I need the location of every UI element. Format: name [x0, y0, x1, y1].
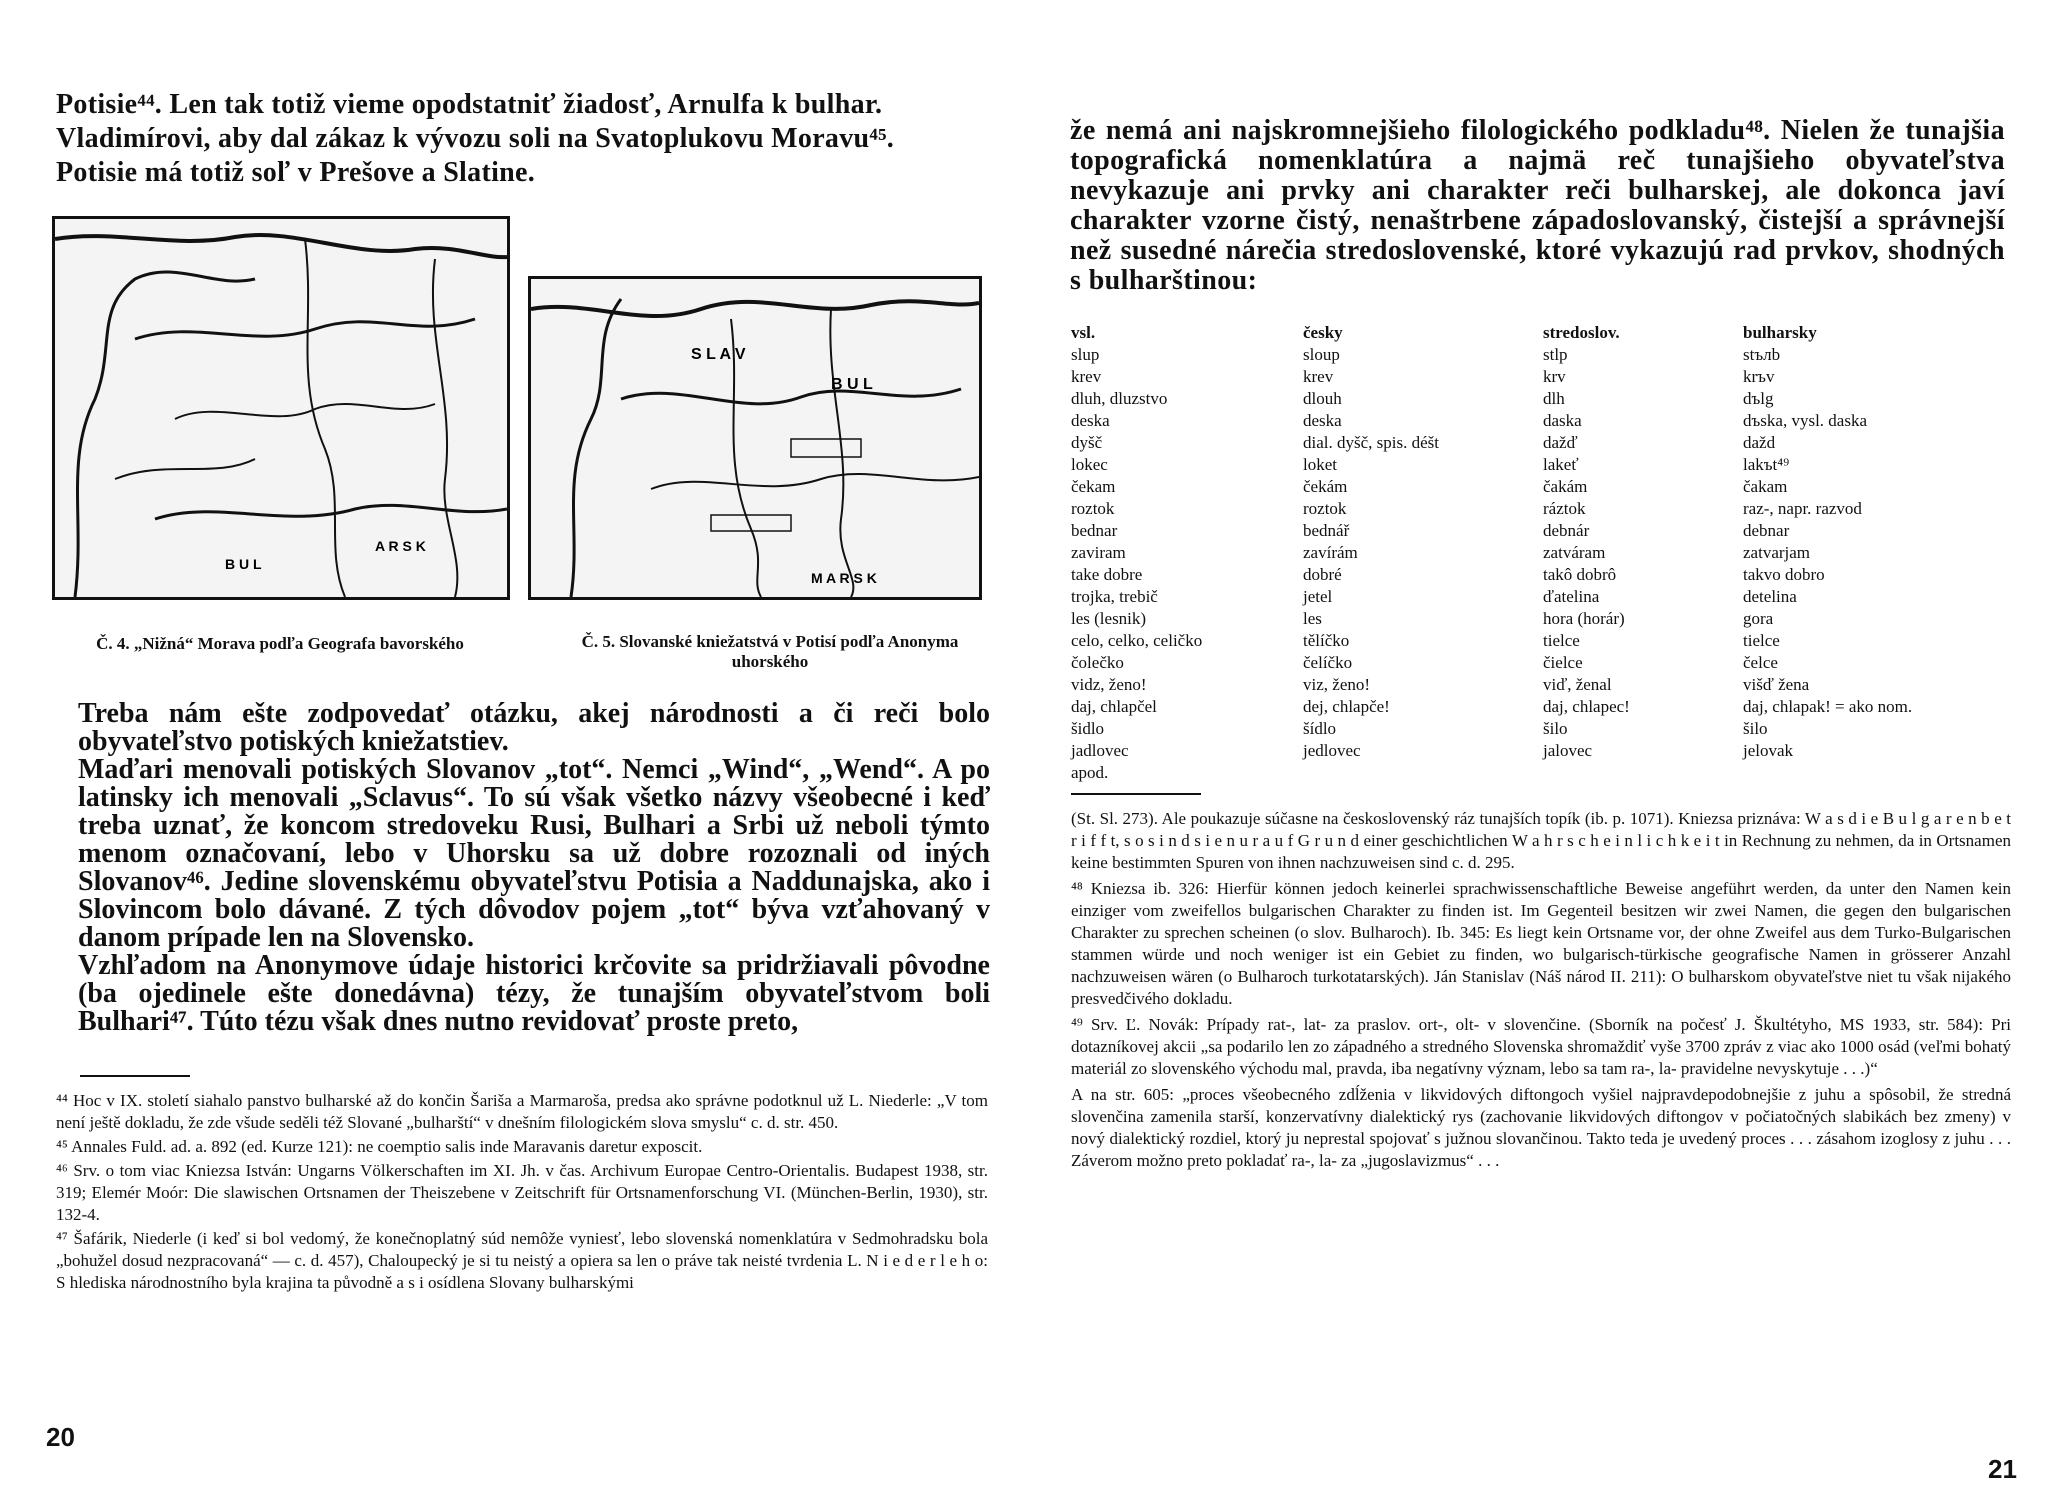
- table-cell: [1303, 762, 1543, 784]
- table-row: [1071, 586, 2011, 608]
- footnote-48: ⁴⁸ Kniezsa ib. 326: Hierfür können jedoch keinerlei sprachwissenschaftliche Beweise angeführt werden, da unter den Namen kein einziger vom zweifellos bulgarischen Charakter zu finden ist. Im Gegenteil besitzen wir zwei Namen, die gegen den bulgarischen Charakter zu sprechen scheinen (o slov. Bulharoch). Ib. 345: Es liegt kein Ortsname vor, der ohne Zweifel aus dem Turko-Bulgarischen stammen würde und noch weniger ist ein Gebiet zu finden, wo bulgarisch-türkische geografische Namen in grösserer Anzahl nachzuweisen wären (o Bulharoch turkotatarských). Ján Stanislav (Náš národ II. 211): O bulharskom obyvateľstve niet tu však nijakého presvedčivého dokladu.: [1071, 879, 2011, 1008]
- dialect-comparison-table: [1071, 322, 2011, 784]
- table-cell: čakám: [1543, 477, 1588, 496]
- table-cell: čakam: [1743, 477, 1788, 496]
- table-cell: viz, ženo!: [1303, 675, 1371, 694]
- table-cell: slup: [1071, 345, 1100, 364]
- table-cell: krev: [1071, 367, 1102, 386]
- table-cell: dažď: [1543, 433, 1578, 452]
- table-cell: zavírám: [1303, 543, 1358, 562]
- page-number-left: 20: [46, 1422, 75, 1452]
- table-cell: dobré: [1303, 565, 1342, 584]
- paragraph: Maďari menovali potiských Slovanov „tot“. Nemci „Wind“, „Wend“. A po latinsky ich menovali „Sclavus“. To sú však všetko názvy všeobecné i keď treba uznať, že koncom stredoveku Rusi, Bulhari a Srbi už neboli týmto menom označovaní, lebo v Uhorsku sa už dobre rozoznali od iných Slovanov⁴⁶. Jedine slovenskému obyvateľstvu Potisia a Naddunajska, ako i Slovincom bolo dávané. Z tých dôvodov pojem „tot“ býva vzťahovaný v danom prípade len na Slovensko.: [78, 754, 990, 953]
- footnote-47: ⁴⁷ Šafárik, Niederle (i keď si bol vedomý, že konečnoplatný súd nemôže vyniesť, lebo slovenská nomenklatúra v Sedmohradsku bola „bohužel dosud nezpracovaná“ — c. d. 457), Chaloupecký je si tu neistý a opiera sa len o práve tak neisté tvrdenia L. N i e d e r l e h o: S hlediska národnostního byla krajina ta původně a s i osídlena Slovany bulharskými: [56, 1229, 988, 1292]
- table-cell: roztok: [1071, 499, 1115, 518]
- footnote-49-continued: A na str. 605: „proces všeobecného zdĺženia v likvidových diftongoch vyšiel najpravdepodobnejšie z juhu a spôsobil, že stredná slovenčina zamenila starší, konzervatívny dialektický rys (zachovanie likvidových diftongov v počiatočných slabikách bez zmeny) v nový dialektický rozdiel, ktorý ju neprestal spojovať s južnou slovančinou. Takto teda je uvedený proces . . . zásahom izoglosy z juhu . . . Záverom možno preto pokladať ra-, la- za „jugoslavizmus“ . . .: [1071, 1085, 2011, 1170]
- table-row: [1071, 366, 2011, 388]
- footnote-46: ⁴⁶ Srv. o tom viac Kniezsa István: Ungarns Völkerschaften im XI. Jh. v čas. Archivum Europae Centro-Orientalis. Budapest 1938, str. 319; Elemér Moór: Die slawischen Ortsnamen der Theiszebene v Zeitschrift für Ortsnamenforschung VI. (München-Berlin, 1930), str. 132-4.: [56, 1161, 988, 1224]
- table-cell: debnar: [1743, 521, 1790, 540]
- table-cell: detelina: [1743, 587, 1797, 606]
- page-number-right: 21: [1988, 1454, 2017, 1484]
- paragraph: Treba nám ešte zodpovedať otázku, akej národnosti a či reči bolo obyvateľstvo potiských kniežatstiev.: [78, 698, 990, 757]
- table-row: [1071, 410, 2011, 432]
- table-cell: stlp: [1543, 345, 1568, 364]
- right-top-paragraph: [1070, 116, 2005, 296]
- table-row: [1071, 520, 2011, 542]
- table-row: [1071, 674, 2011, 696]
- table-cell: roztok: [1303, 499, 1347, 518]
- table-row: [1071, 630, 2011, 652]
- table-row: [1071, 344, 2011, 366]
- table-cell: celo, celko, celičko: [1071, 631, 1203, 650]
- right-footnotes: [1071, 808, 2011, 1176]
- table-row: [1071, 432, 2011, 454]
- right-page: [1023, 0, 2046, 1500]
- table-cell: šidlo: [1071, 719, 1105, 738]
- map1-label-bul: B U L: [225, 556, 262, 572]
- table-cell: dyšč: [1071, 433, 1103, 452]
- table-body: [1071, 344, 2011, 784]
- table-cell: debnár: [1543, 521, 1590, 540]
- table-cell: deska: [1303, 411, 1342, 430]
- table-row: [1071, 498, 2011, 520]
- table-cell: dluh, dluzstvo: [1071, 389, 1168, 408]
- table-cell: les: [1303, 609, 1322, 628]
- table-row: [1071, 388, 2011, 410]
- table-cell: jetel: [1303, 587, 1333, 606]
- table-cell: zaviram: [1071, 543, 1126, 562]
- table-cell: krev: [1303, 367, 1334, 386]
- table-cell: stълb: [1743, 345, 1781, 364]
- column-header: česky: [1303, 323, 1343, 342]
- table-cell: čekam: [1071, 477, 1116, 496]
- table-cell: tielce: [1743, 631, 1780, 650]
- table-cell: čelíčko: [1303, 653, 1353, 672]
- map2-label-marsk: M A R S K: [811, 570, 877, 586]
- table-cell: šilo: [1543, 719, 1568, 738]
- table-header-row: [1071, 322, 2011, 344]
- map2-label-bul: B U L: [831, 376, 873, 393]
- table-cell: viď, ženal: [1543, 675, 1612, 694]
- table-cell: zatváram: [1543, 543, 1606, 562]
- table-cell: čolečko: [1071, 653, 1124, 672]
- table-cell: ráztok: [1543, 499, 1586, 518]
- table-cell: tělíčko: [1303, 631, 1350, 650]
- table-cell: dial. dyšč, spis. déšt: [1303, 433, 1439, 452]
- table-cell: [1743, 762, 2011, 784]
- table-cell: bednář: [1303, 521, 1350, 540]
- table-cell: dъska, vysl. daska: [1743, 411, 1867, 430]
- table-cell: apod.: [1071, 763, 1109, 782]
- table-cell: krъv: [1743, 367, 1775, 386]
- left-top-paragraph: [56, 88, 988, 190]
- map2-label-slav: S L A V: [691, 346, 746, 363]
- map2-caption: Č. 5. Slovanské kniežatstvá v Potisí podľa Anonyma uhorského: [581, 632, 959, 671]
- table-cell: takvo dobro: [1743, 565, 1825, 584]
- table-cell: vidz, ženo!: [1071, 675, 1147, 694]
- table-cell: jalovec: [1543, 741, 1593, 760]
- table-cell: [1543, 762, 1743, 784]
- left-footnotes: [56, 1090, 988, 1296]
- table-cell: daj, chlapčel: [1071, 697, 1157, 716]
- table-cell: hora (horár): [1543, 609, 1625, 628]
- map-lower-moravia: [52, 216, 510, 600]
- table-cell: čelce: [1743, 653, 1778, 672]
- footnote-divider: [80, 1075, 190, 1077]
- table-row: [1071, 564, 2011, 586]
- table-cell: sloup: [1303, 345, 1340, 364]
- table-cell: lakeť: [1543, 455, 1579, 474]
- table-cell: daska: [1543, 411, 1582, 430]
- table-cell: gora: [1743, 609, 1774, 628]
- column-header: stredoslov.: [1543, 323, 1620, 342]
- table-row: [1071, 696, 2011, 718]
- map-illustration: [55, 219, 507, 597]
- table-cell: dlh: [1543, 389, 1565, 408]
- table-cell: bednar: [1071, 521, 1118, 540]
- table-cell: daj, chlapak! = ako nom.: [1743, 697, 1913, 716]
- table-cell: jedlovec: [1303, 741, 1361, 760]
- table-row: [1071, 762, 2011, 784]
- table-cell: daj, chlapec!: [1543, 697, 1630, 716]
- table-cell: take dobre: [1071, 565, 1143, 584]
- table-cell: tielce: [1543, 631, 1580, 650]
- footnote-44: ⁴⁴ Hoc v IX. století siahalo panstvo bulharské až do končin Šariša a Marmaroša, predsa ako správne podotknul už L. Niederle: „V tom není ještě dokladu, že zde všude seděli též Slované „bulharští“ v dnešním filologickém slova smyslu“ c. d. str. 450.: [56, 1091, 988, 1132]
- footnote-continuation: (St. Sl. 273). Ale poukazuje súčasne na československý ráz tunajších topík (ib. p. 1071). Kniezsa priznáva: W a s d i e B u l g a r e n b e t r i f f t, s o s i n d s i e n u r a u f G r u n d einer geschichtlichen W a h r s c h e i n l i c h k e i t in Rechnung zu nehmen, da in Ortsnamen keine bestimmten Spuren von ihnen nachzuweisen sind c. d. 295.: [1071, 809, 2011, 872]
- table-cell: ďatelina: [1543, 587, 1600, 606]
- table-cell: lakъt⁴⁹: [1743, 455, 1790, 474]
- table-cell: dlouh: [1303, 389, 1342, 408]
- table-cell: loket: [1303, 455, 1337, 474]
- footnote-49: ⁴⁹ Srv. Ľ. Novák: Prípady rat-, lat- za praslov. ort-, olt- v slovenčine. (Sborník na počesť J. Škultétyho, MS 1933, str. 584): Pri dotazníkovej akcii „sa podarilo len zo západného a stredného Slovenska shromaždiť vyše 3700 zpráv z viac ako 1000 osád (veľmi bohatý materiál zo slovenského východu mal, pravda, iba negatívny význam, lebo sa tam ra-, la- pravidelne nevyskytuje . . .)“: [1071, 1015, 2011, 1078]
- text-line: Vladimírovi, aby dal zákaz k vývozu soli na Svatoplukovu Moravu⁴⁵.: [56, 123, 895, 154]
- table-cell: čielce: [1543, 653, 1583, 672]
- table-cell: les (lesnik): [1071, 609, 1147, 628]
- table-cell: takô dobrô: [1543, 565, 1617, 584]
- map-illustration: [531, 279, 979, 597]
- footnote-divider: [1071, 793, 1201, 795]
- table-cell: raz-, napr. razvod: [1743, 499, 1862, 518]
- table-cell: jadlovec: [1071, 741, 1129, 760]
- table-row: [1071, 608, 2011, 630]
- table-cell: dej, chlapče!: [1303, 697, 1390, 716]
- footnote-45: ⁴⁵ Annales Fuld. ad. a. 892 (ed. Kurze 121): ne coemptio salis inde Maravanis daretur exposcit.: [56, 1137, 703, 1156]
- table-cell: jelovak: [1743, 741, 1794, 760]
- table-cell: dažd: [1743, 433, 1776, 452]
- left-body-text: [78, 700, 990, 1036]
- table-row: [1071, 740, 2011, 762]
- table-cell: višď žena: [1743, 675, 1810, 694]
- table-row: [1071, 476, 2011, 498]
- text-line: Potisie má totiž soľ v Prešove a Slatine.: [56, 157, 536, 188]
- table-cell: šilo: [1743, 719, 1768, 738]
- table-cell: čekám: [1303, 477, 1348, 496]
- table-cell: šídlo: [1303, 719, 1337, 738]
- table-row: [1071, 718, 2011, 740]
- map1-caption: Č. 4. „Nižná“ Morava podľa Geografa bavorského: [96, 634, 464, 653]
- table-cell: lokec: [1071, 455, 1108, 474]
- table-cell: zatvarjam: [1743, 543, 1811, 562]
- paragraph: že nemá ani najskromnejšieho filologického podkladu⁴⁸. Nielen že tunajšia topografická nomenklatúra a najmä reč tunajšieho obyvateľstva nevykazuje ani prvky ani charakter reči bulharskej, ale dokonca javí charakter vzorne čistý, nenaštrbene západoslovanský, čistejší a správnejší než susedné nárečia stredoslovenské, ktoré vykazujú rad prvkov, shodných s bulharštinou:: [1070, 115, 2005, 296]
- map-slavic-principalities: [528, 276, 982, 600]
- table-cell: deska: [1071, 411, 1110, 430]
- column-header: vsl.: [1071, 323, 1096, 342]
- table-cell: krv: [1543, 367, 1566, 386]
- table-cell: trojka, trebič: [1071, 587, 1158, 606]
- column-header: bulharsky: [1743, 323, 1817, 342]
- table-row: [1071, 542, 2011, 564]
- paragraph: Vzhľadom na Anonymove údaje historici krčovite sa pridržiavali pôvodne (ba ojedinele ešte donedávna) tézy, že tunajším obyvateľstvom boli Bulhari⁴⁷. Túto tézu však dnes nutno revidovať proste preto,: [78, 950, 990, 1037]
- text-line: Potisie⁴⁴. Len tak totiž vieme opodstatniť žiadosť, Arnulfa k bulhar.: [56, 89, 883, 120]
- table-cell: dъlg: [1743, 389, 1774, 408]
- map1-label-arsk: A R S K: [375, 538, 426, 554]
- table-row: [1071, 652, 2011, 674]
- table-row: [1071, 454, 2011, 476]
